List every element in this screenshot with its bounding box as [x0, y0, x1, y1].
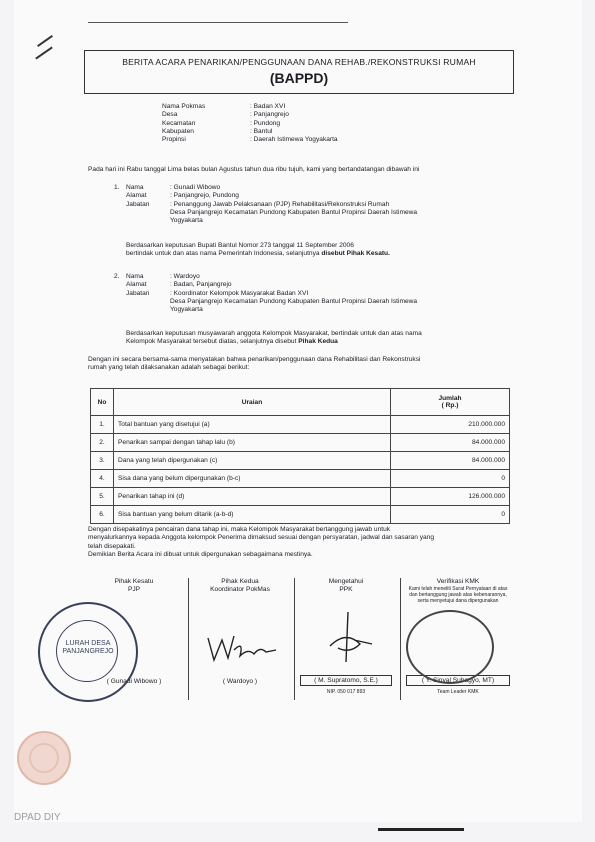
field-value: : Gunadi Wibowo — [170, 184, 221, 191]
cell-no: 2. — [91, 434, 114, 452]
bottom-rule — [378, 828, 464, 831]
field-value: : Wardoyo — [170, 273, 200, 280]
document-code: (BAPPD) — [269, 70, 329, 86]
table-row — [91, 416, 510, 434]
cell-jumlah: 0 — [391, 506, 510, 524]
pokmas-info — [162, 103, 338, 144]
statement-line: Dengan ini secara bersama-sama menyatakan bahwa penarikan/penggunaan dana Rehabilitasi dan Rekonstruksi — [88, 356, 421, 363]
cell-uraian: Sisa bantuan yang belum ditarik (a-b-d) — [114, 506, 391, 524]
field-key: Alamat — [126, 281, 147, 289]
info-value: : Pundong — [250, 119, 281, 127]
basis-line: Berdasarkan keputusan musyawarah anggota Kelompok Masyarakat, bertindak untuk dan atas nama — [126, 330, 422, 337]
emblem-watermark — [14, 724, 74, 794]
field-key: Jabatan — [126, 289, 150, 297]
party-1-basis — [126, 242, 390, 259]
sig-name: ( M. Supratomo, S.E.) — [300, 675, 392, 686]
footer-watermark: DPAD DIY — [14, 812, 61, 823]
field-key: Nama — [126, 273, 144, 280]
header-jumlah-label: Jumlah — [438, 395, 462, 402]
party-2 — [114, 273, 510, 314]
sig-name: ( Y. Sinyal Subagyo, MT) — [406, 675, 510, 686]
party-1 — [114, 184, 510, 225]
sig-team: Team Leader KMK — [437, 689, 479, 695]
field-value: : Panjangrejo, Pundong — [170, 192, 239, 200]
info-row — [162, 128, 338, 136]
info-row — [162, 103, 338, 111]
sig-role: Verifikasi KMK — [436, 578, 480, 585]
header-jumlah — [391, 389, 510, 416]
info-row — [162, 120, 338, 128]
sig-role: Mengetahui — [328, 578, 364, 585]
field-key: Jabatan — [126, 200, 150, 208]
title-box — [84, 50, 514, 94]
info-key: Nama Pokmas — [162, 103, 206, 110]
table-row — [91, 452, 510, 470]
village-stamp — [38, 602, 138, 702]
sig-name: ( Wardoyo ) — [222, 678, 258, 685]
cell-no: 1. — [91, 416, 114, 434]
info-value: : Daerah Istimewa Yogyakarta — [250, 136, 338, 144]
cell-no: 4. — [91, 470, 114, 488]
info-key: Desa — [162, 111, 178, 119]
table-row — [91, 488, 510, 506]
cell-jumlah: 84.000.000 — [391, 434, 510, 452]
cell-uraian: Dana yang telah dipergunakan (c) — [114, 452, 391, 470]
party-designation: Pihak Kedua — [298, 338, 338, 346]
stamp-text: LURAH DESA PANJANGREJO — [62, 640, 114, 655]
closing-line: Demikian Berita Acara ini dibuat untuk dipergunakan sebagaimana mestinya. — [88, 550, 313, 558]
sig-title: PJP — [127, 586, 141, 593]
info-key: Propinsi — [162, 136, 186, 144]
cell-jumlah: 126.000.000 — [391, 488, 510, 506]
header-rule — [88, 22, 348, 23]
cell-jumlah: 210.000.000 — [391, 416, 510, 434]
basis-line: Berdasarkan keputusan Bupati Bantul Nomor 273 tanggal 11 September 2006 — [126, 242, 354, 249]
signature-scribble — [320, 610, 376, 666]
table-header-row — [91, 389, 510, 416]
sig-nip: NIP. 050 017 893 — [326, 689, 366, 695]
intro-text: Pada hari ini Rabu tanggal Lima belas bulan Agustus tahun dua ribu tujuh, kami yang bertandatangan dibawah ini — [88, 166, 420, 173]
field-value-cont: Yogyakarta — [170, 217, 203, 225]
statement — [88, 356, 420, 373]
basis-line: Kelompok Masyarakat tersebut diatas, selanjutnya disebut — [126, 338, 299, 346]
cell-uraian: Sisa dana yang belum dipergunakan (b-c) — [114, 470, 391, 488]
field-value: : Badan, Panjangrejo — [170, 281, 232, 289]
sig-title: PPK — [339, 586, 353, 593]
column-divider — [294, 578, 295, 700]
info-row — [162, 136, 338, 144]
field-value-cont: Desa Panjangrejo Kecamatan Pundong Kabupaten Bantul Propinsi Daerah Istimewa — [170, 208, 418, 216]
cell-jumlah: 0 — [391, 470, 510, 488]
statement-line: rumah yang telah dilaksanakan adalah sebagai berikut: — [88, 364, 250, 372]
info-value: : Badan XVI — [250, 103, 286, 110]
field-key: Alamat — [126, 192, 147, 200]
field-value: : Koordinator Kelompok Masyarakat Badan XVI — [170, 289, 309, 297]
table-row — [91, 434, 510, 452]
header-no: No — [91, 389, 114, 416]
party-2-basis — [126, 330, 422, 347]
signature-scribble — [204, 628, 280, 666]
sig-role: Pihak Kedua — [221, 578, 259, 585]
info-key: Kabupaten — [162, 127, 194, 135]
info-key: Kecamatan — [162, 119, 196, 127]
sig-name: ( Gunadi Wibowo ) — [106, 678, 162, 685]
kmk-stamp — [406, 610, 494, 684]
cell-uraian: Total bantuan yang disetujui (a) — [114, 416, 391, 434]
sig-title: Koordinator PokMas — [210, 586, 270, 593]
column-divider — [400, 578, 401, 700]
closing-line: Dengan disepakatinya pencairan dana tahap ini, maka Kelompok Masyarakat bertanggung jawab untuk — [88, 526, 391, 533]
sig-role: Pihak Kesatu — [114, 578, 154, 585]
column-divider — [188, 578, 189, 700]
closing — [88, 526, 434, 559]
cell-uraian: Penarikan tahap ini (d) — [114, 488, 391, 506]
closing-line: menyalurkannya kepada Anggota kelompok Penerima dimaksud sesuai dengan persyaratan, jadwal dan sasaran yang — [88, 534, 435, 542]
cell-uraian: Penarikan sampai dengan tahap lalu (b) — [114, 434, 391, 452]
cell-jumlah: 84.000.000 — [391, 452, 510, 470]
header-uraian: Uraian — [114, 389, 391, 416]
funds-table — [90, 388, 510, 524]
cell-no: 5. — [91, 488, 114, 506]
field-key: Nama — [126, 184, 144, 191]
header-unit: ( Rp.) — [441, 402, 459, 409]
party-designation: disebut Pihak Kesatu. — [321, 250, 390, 258]
field-value-cont: Yogyakarta — [170, 306, 203, 314]
basis-line: bertindak untuk dan atas nama Pemerintah Indonesia, selanjutnya — [126, 250, 322, 258]
closing-line: telah disepakati. — [88, 542, 136, 550]
field-value: : Penanggung Jawab Pelaksanaan (PJP) Rehabilitasi/Rekonstruksi Rumah — [170, 200, 390, 208]
info-value: : Panjangrejo — [250, 111, 289, 119]
table-row — [91, 506, 510, 524]
document-title: BERITA ACARA PENARIKAN/PENGGUNAAN DANA REHAB./REKONSTRUKSI RUMAH — [122, 57, 476, 67]
cell-no: 6. — [91, 506, 114, 524]
party-number: 1. — [114, 184, 120, 191]
table-row — [91, 470, 510, 488]
field-value-cont: Desa Panjangrejo Kecamatan Pundong Kabupaten Bantul Propinsi Daerah Istimewa — [170, 297, 418, 305]
info-value: : Bantul — [250, 127, 273, 135]
sig-note: Kami telah meneliti Surat Pernyataan di atas dan bertanggung jawab atas kebenarannya, serta menyetujui dana dipergunakan — [408, 586, 508, 604]
signature-pihak-kedua — [190, 578, 290, 700]
info-row — [162, 111, 338, 119]
signature-mengetahui — [296, 578, 396, 700]
party-number: 2. — [114, 273, 120, 280]
cell-no: 3. — [91, 452, 114, 470]
